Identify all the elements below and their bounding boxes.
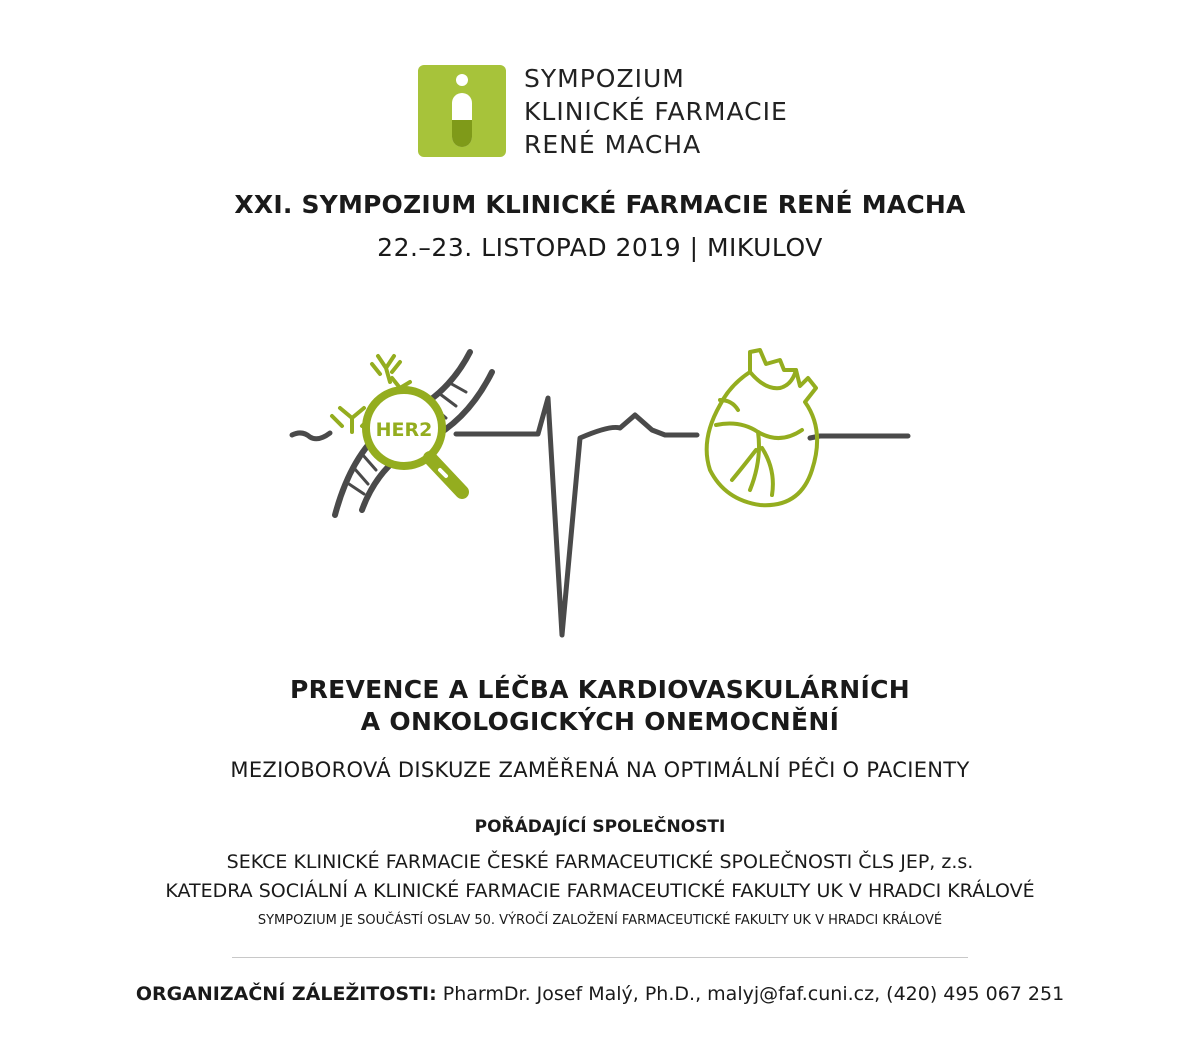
- contact-line: [0, 983, 1200, 1005]
- organizer-item: SEKCE KLINICKÉ FARMACIE ČESKÉ FARMACEUTICKÉ SPOLEČNOSTI ČLS JEP, z.s.: [226, 851, 974, 873]
- event-title: XXI. SYMPOZIUM KLINICKÉ FARMACIE RENÉ MACHA: [234, 190, 966, 219]
- contact-email-link[interactable]: malyj@faf.cuni.cz: [707, 983, 875, 1005]
- organizer-item: KATEDRA SOCIÁLNÍ A KLINICKÉ FARMACIE FARMACEUTICKÉ FAKULTY UK V HRADCI KRÁLOVÉ: [165, 880, 1035, 902]
- contact-person: PharmDr. Josef Malý, Ph.D.: [442, 983, 696, 1005]
- topic-title-line-2: A ONKOLOGICKÝCH ONEMOCNĚNÍ: [360, 707, 840, 736]
- logo-line-3: RENÉ MACHA: [524, 130, 702, 159]
- info-pill-icon: [418, 65, 506, 157]
- logo-line-1: SYMPOZIUM: [524, 64, 685, 93]
- heart-icon: [707, 350, 817, 505]
- logo-wordmark: [524, 62, 788, 161]
- topic-subtitle: MEZIOBOROVÁ DISKUZE ZAMĚŘENÁ NA OPTIMÁLNÍ PÉČI O PACIENTY: [230, 758, 970, 782]
- contact-separator: ,: [874, 983, 887, 1005]
- contact-phone: (420) 495 067 251: [886, 983, 1065, 1005]
- event-date-place: 22.–23. LISTOPAD 2019 | MIKULOV: [377, 233, 823, 262]
- contact-label: ORGANIZAČNÍ ZÁLEŽITOSTI:: [135, 983, 437, 1005]
- anniversary-note: SYMPOZIUM JE SOUČÁSTÍ OSLAV 50. VÝROČÍ ZALOŽENÍ FARMACEUTICKÉ FAKULTY UK V HRADCI KRÁLOVÉ: [257, 913, 943, 928]
- divider: [232, 957, 968, 958]
- contact-separator: ,: [695, 983, 708, 1005]
- logo-line-2: KLINICKÉ FARMACIE: [524, 97, 788, 126]
- logo-mark: [418, 65, 506, 157]
- organizers-heading: POŘÁDAJÍCÍ SPOLEČNOSTI: [474, 817, 726, 837]
- magnifier-label: HER2: [375, 419, 433, 441]
- topic-title-line-1: PREVENCE A LÉČBA KARDIOVASKULÁRNÍCH: [289, 675, 910, 704]
- ecg-illustration: [280, 330, 920, 650]
